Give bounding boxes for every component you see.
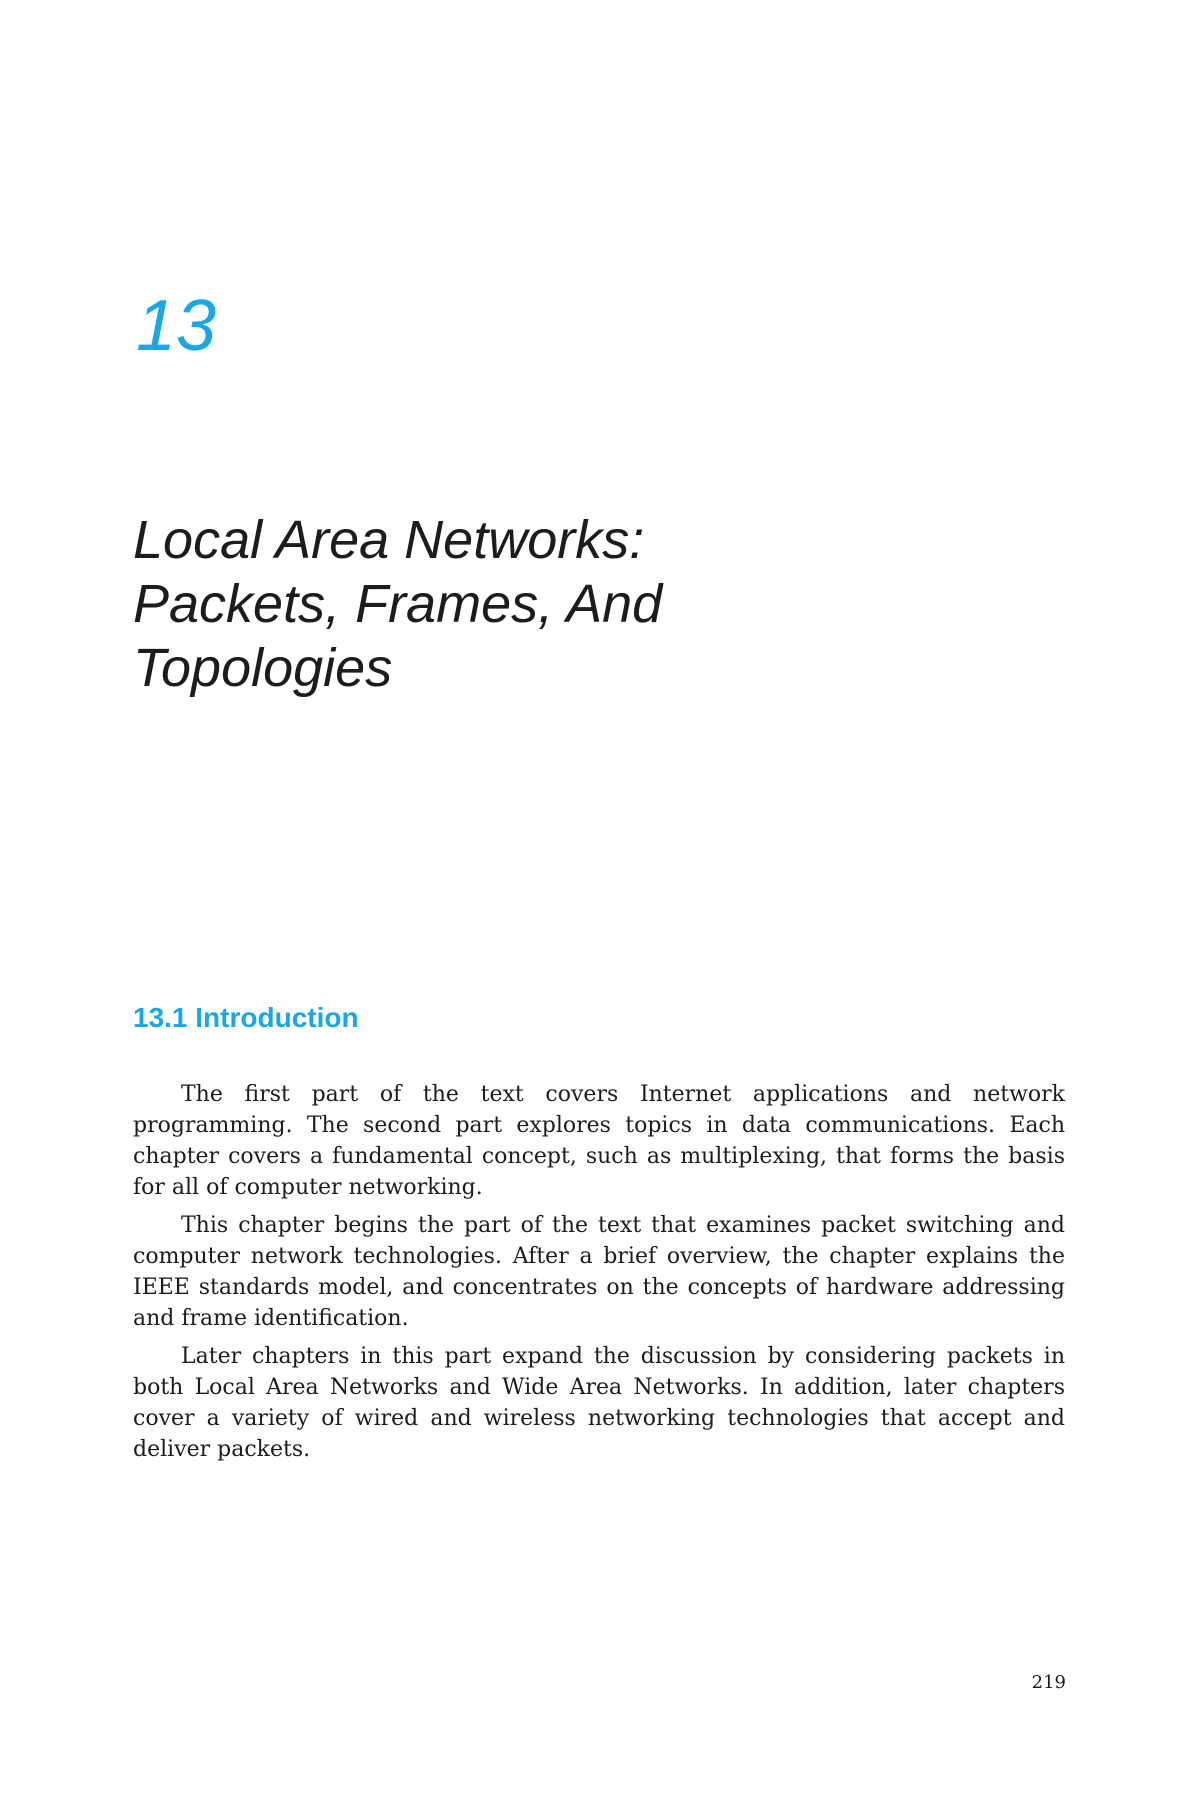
page-number: 219 [1031, 1672, 1066, 1693]
chapter-number: 13 [136, 286, 217, 366]
section-body [133, 1079, 1065, 1472]
chapter-title-line: Local Area Networks: [133, 510, 645, 570]
section-heading: 13.1 Introduction [133, 1002, 359, 1033]
chapter-title [133, 508, 1033, 700]
paragraph: Later chapters in this part expand the discussion by considering packets in both Local Area Networks and Wide Area Networks. In addition, later chapters cover a variety of wired and wireless networking technologies that accept and deliver packets. [133, 1344, 1065, 1462]
chapter-title-line: Packets, Frames, And [133, 574, 663, 634]
chapter-title-line: Topologies [133, 638, 393, 698]
paragraph: The first part of the text covers Internet applications and network programming. The second part explores topics in data communications. Each chapter covers a fundamental concept, such as multiplexing, that forms the basis for all of computer networking. [133, 1082, 1065, 1200]
paragraph: This chapter begins the part of the text that examines packet switching and computer network technologies. After a brief overview, the chapter explains the IEEE standards model, and concentrates on the concepts of hardware addressing and frame identification. [133, 1213, 1065, 1331]
